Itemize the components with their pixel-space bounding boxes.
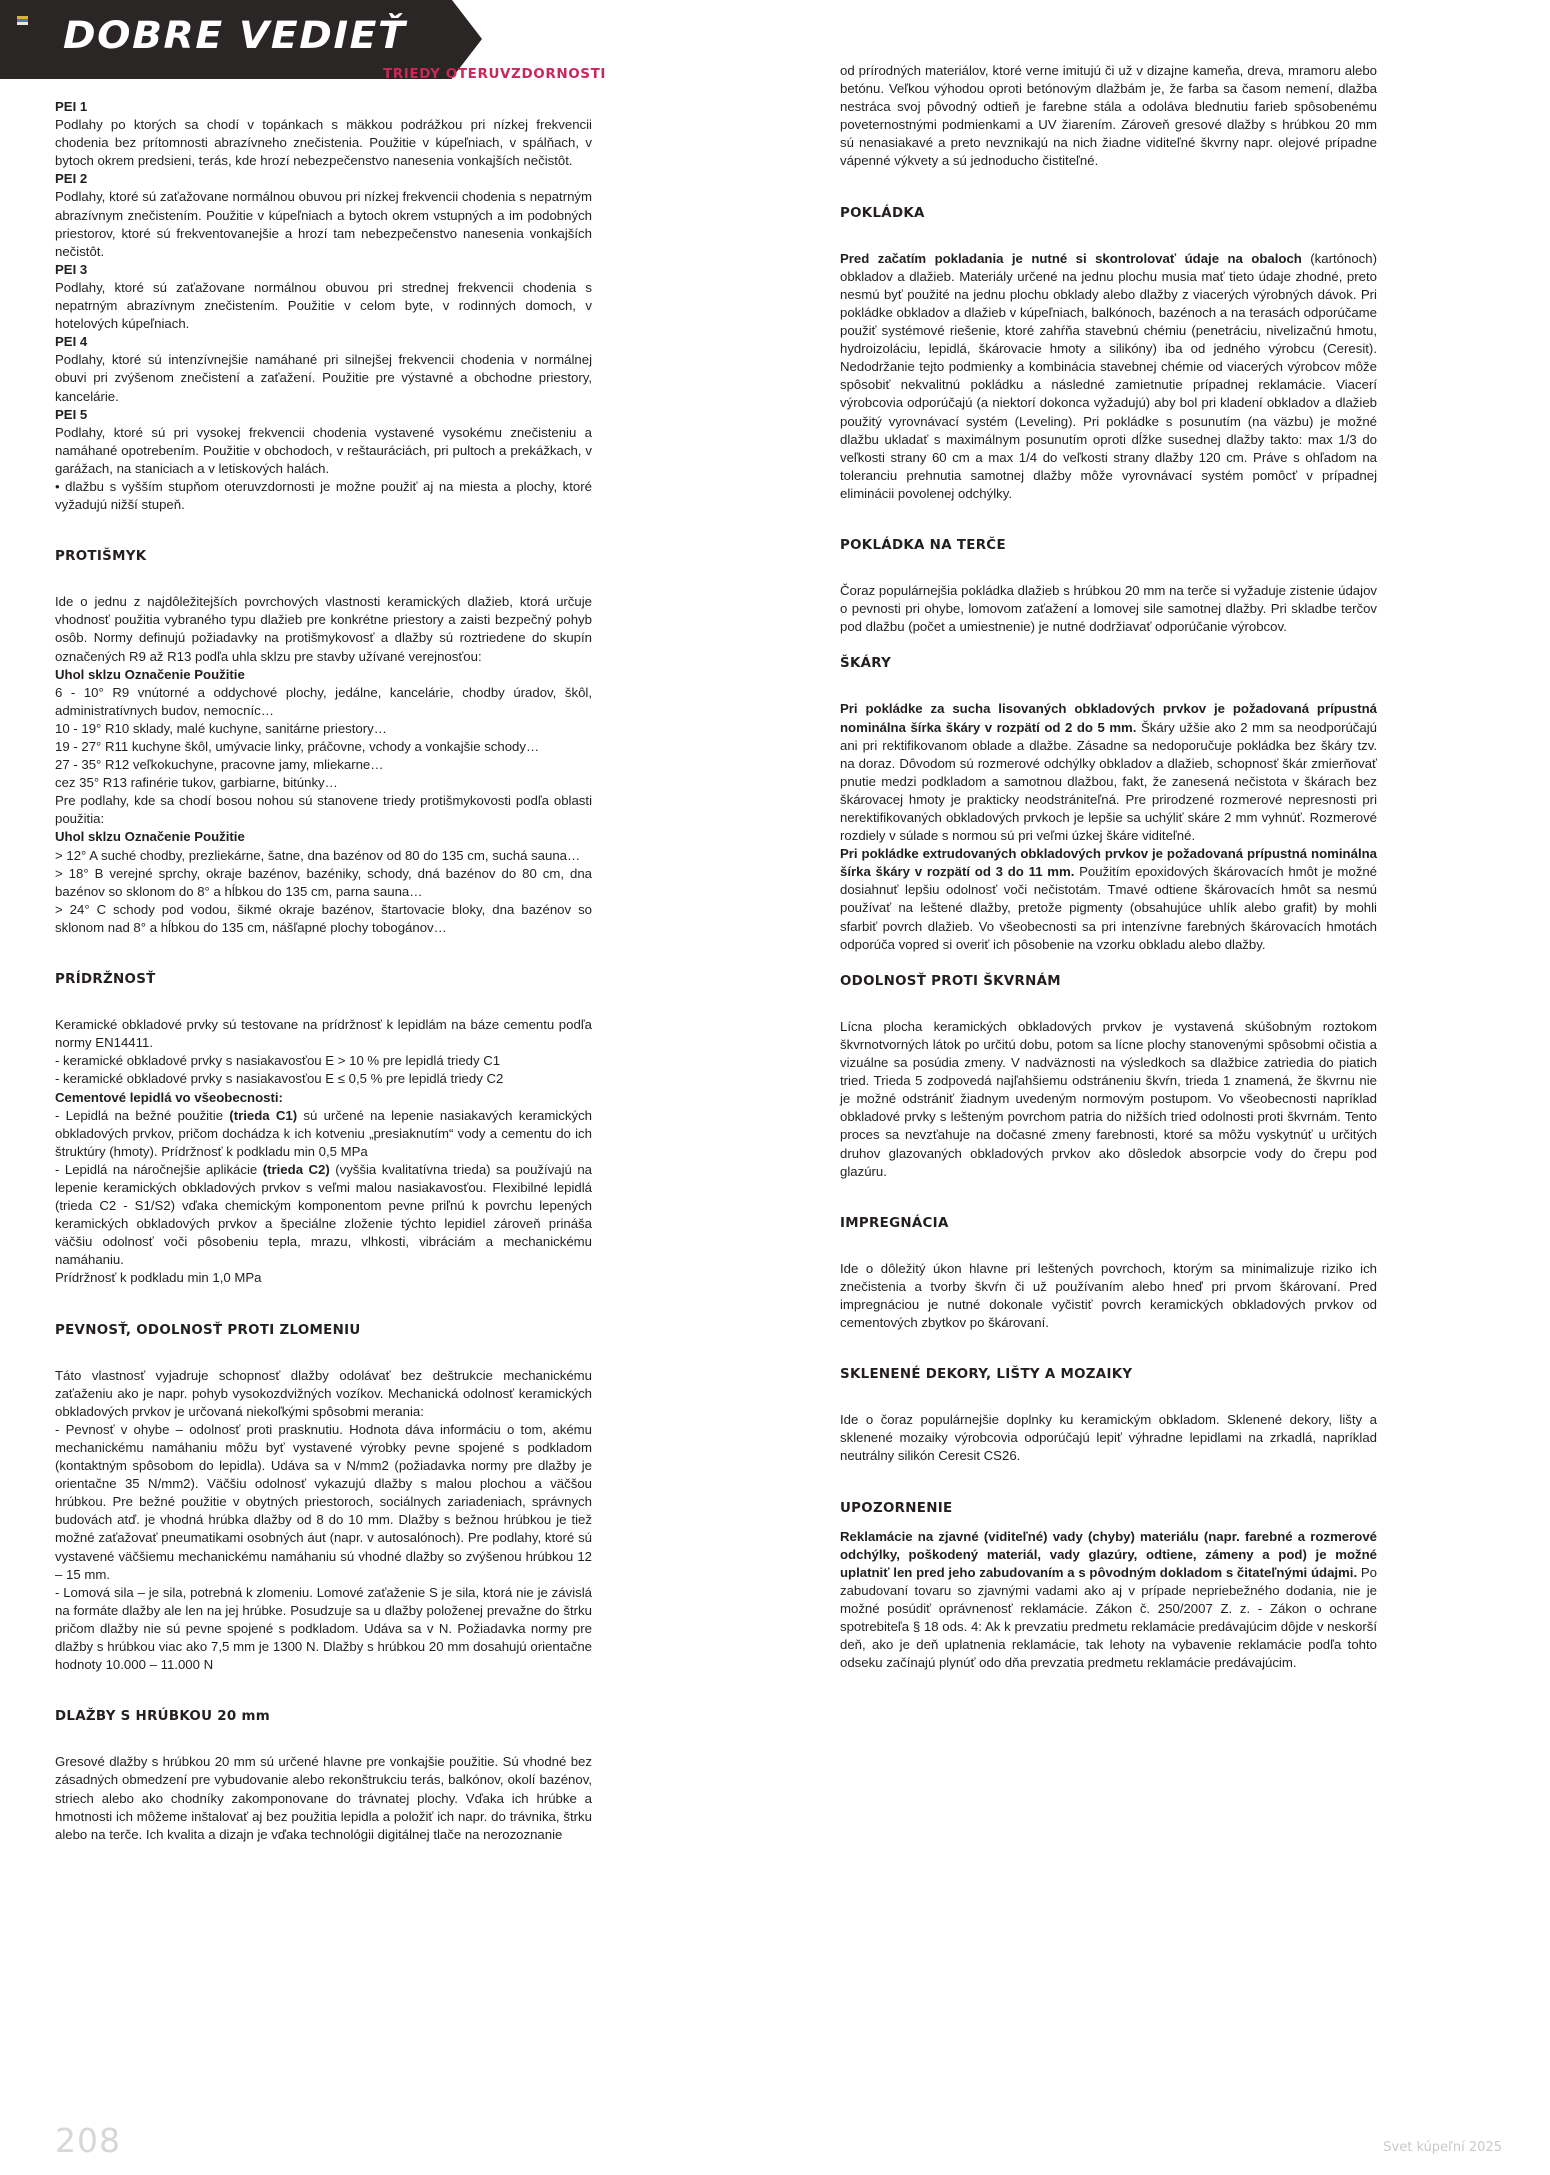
protismyk-table1-row-4: 27 - 35° R12 veľkokuchyne, pracovne jamy, mliekarne… [55, 757, 384, 773]
protismyk-table2-row-3: > 24° C schody pod vodou, šikmé okraje bazénov, štartovacie bloky, dna bazénov so sklonom nad 8° a hĺbkou do 135 cm, nášľapné plochy tobogánov… [55, 901, 592, 935]
section-heading-triedy-oteruvzdornosti: TRIEDY OTERUVZDORNOSTI [383, 66, 607, 82]
skary-text-2: Použitím epoxidových škárovacích hmôt je možné dosiahnuť lepšiu odolnosť voči nečistotám. Tmavé odtiene škárovacích hmôt sa nesmú používať na leštené dlažby, pretože pigmenty (obsahujúce uhlík alebo grafit) by mohli sfarbiť povrch dlažieb. Vo všeobecnosti sa pri intenzívne farebných škárovacích hmotách odporúča vopred si overiť ich pôsobenie na vzorku obkladu alebo dlažby. [840, 864, 1377, 952]
protismyk-table1-header: Uhol sklzu Označenie Použitie [55, 666, 245, 682]
page-number: 208 [55, 2121, 121, 2160]
skary-paragraph-1 [840, 700, 1377, 845]
protismyk-table2-header: Uhol sklzu Označenie Použitie [55, 829, 245, 845]
section-heading-upozornenie: UPOZORNENIE [840, 1500, 953, 1516]
section-heading-impregnacia: IMPREGNÁCIA [840, 1215, 949, 1231]
c2-pre: - Lepidlá na náročnejšie aplikácie [55, 1161, 263, 1177]
dlazby-20mm-text: Gresové dlažby s hrúbkou 20 mm sú určené hlavne pre vonkajšie použitie. Sú vhodné bez zásadných obmedzení pre vybudovanie alebo rekonštrukciu terás, balkónov, okolí bazénov, striech alebo ako chodníky zakomponovane do trávnatej plochy. Vďaka ich hrúbke a hmotnosti ich môžeme inštalovať aj bez použitia lepidla a položiť ich napr. do trávnika, štrku alebo na terče. Ich kvalita a dizajn je vďaka technológii digitálnej tlače na nerozoznanie [55, 1754, 592, 1842]
section-heading-sklenene-dekory: SKLENENÉ DEKORY, LIŠTY A MOZAIKY [840, 1367, 1133, 1383]
pei-note: • dlažbu s vyšším stupňom oteruvzdornosti je možne použiť aj na miesta a plochy, ktoré vyžadujú nižší stupeň. [55, 478, 592, 513]
c1-pre: - Lepidlá na bežné použitie [55, 1107, 230, 1123]
odolnost-proti-skvrnam-text: Lícna plocha keramických obkladových prvkov je vystavená skúšobným roztokom škvrnotvorných látok po určitú dobu, potom sa lícne plochy stanovenými spôsobmi očistia a vizuálne sa posúdia zmeny. V nadväznosti na výsledkoch sa dlažbice zatriedia do piatich tried. Trieda 5 zodpovedá najľahšiemu odstráneniu škvŕn, trieda 1 znamená, že škvrnu nie je možné odstrániť žiadnym uvedeným normovým postupom. Vo všeobecnosti napríklad obkladové prvky s lešteným povrchom patria do nižších tried odolnosti proti škvrnám. Tento proces sa nevzťahuje na dočasné zmeny farebnosti, ktoré sa môžu vyskytnúť u určitých druhov glazovaných obkladových prvkov ako dôsledok absorpcie vody do črepu pod glazúru. [840, 1018, 1377, 1179]
right-column [840, 62, 1377, 1672]
pei-3-label: PEI 3 [55, 261, 88, 277]
pei-2-label: PEI 2 [55, 171, 88, 187]
skary-text-1: Škáry užšie ako 2 mm sa neodporúčajú ani pri rektifikovanom oblade a dlažbe. Zásadne sa nedoporučuje pokládka bez škáry tzv. na doraz. Dôvodom sú rozmerové odchýlky obkladov a dlažieb, schopnosť škár zmierňovať pnutie medzi podkladom a samotnou dlažbou, fakt, že zanesená nečistota v škárach bez škárovacej hmoty je prakticky neodstrániteľná. Pre prirodzené rozmerové nepresnosti pri nerektifikovaných obkladových prvkoch je lepšie sa uchýliť skáre 2 mm vyhnúť. Rozmerové rozdiely v súlade s normou sú pri veľmi úzkej škáre viditeľné. [840, 719, 1377, 844]
c1-post: sú určené na lepenie nasiakavých keramických obkladových prvkov, pričom dochádza k ich kotveniu „presiaknutím“ vody a cementu do ich štruktúry (hmoty). Prídržnosť k podkladu min 0,5 MPa [55, 1107, 593, 1159]
pei-4-label: PEI 4 [55, 334, 88, 350]
pridrznost-sub-heading: Cementové lepidlá vo všeobecnosti: [55, 1089, 283, 1105]
c1-bold: (trieda C1) [229, 1107, 298, 1123]
pridrznost-bullet-2: - keramické obkladové prvky s nasiakavosťou E ≤ 0,5 % pre lepidlá triedy C2 [55, 1071, 504, 1087]
impregnacia-text: Ide o dôležitý úkon hlavne pri leštených povrchoch, ktorým sa minimalizuje riziko ich znečistenia a tvorby škvŕn či už používaním alebo hneď pri prvom škárovaní. Pred impregnáciou je nutné dokonale vyčistiť povrch keramických obkladových prvkov od cementových zbytkov po škárovaní. [840, 1260, 1377, 1331]
protismyk-table1-row-5: cez 35° R13 rafinérie tukov, garbiarne, bitúnky… [55, 775, 338, 791]
pei-4-text: Podlahy, ktoré sú intenzívnejšie namáhané pri silnejšej frekvencii chodenia v normálnej obuvi pri zvýšenom znečistení a zaťažení. Použitie pre výstavné a obchodne priestory, kancelárie. [55, 352, 592, 404]
pevnost-p3: - Lomová sila – je sila, potrebná k zlomeniu. Lomové zaťaženie S je sila, ktorá nie je závislá na formáte dlažby ale len na jej hrúbke. Posudzuje sa u dlažby položenej prevažne do štrku pričom dlažby nie sú pevne spojené s podkladom. Udáva sa v N. Požiadavka normy pre dlažby s hrúbkou viac ako 7,5 mm je 1300 N. Dlažby s hrúbkou 20 mm dosahujú orientačne hodnoty 10.000 – 11.000 N [55, 1584, 592, 1673]
upozornenie-body: Po zabudovaní tovaru so zjavnými vadami ako aj v prípade nepriebežného dodania, nie je možné posúdiť oprávnenosť reklamácie. Zákon č. 250/2007 Z. z. - Zákon o ochrane spotrebiteľa § 18 ods. 4: Ak k prevzatiu predmetu reklamácie predávajúcim dôjde v neskorší deň, ako je deň uplatnenia reklamácie, tak lehoty na vybavenie reklamácie podľa tohto odseku začínajú plynúť odo dňa prevzatia predmetu reklamácie predávajúcim. [840, 1564, 1377, 1671]
pokladka-na-terce-text: Čoraz populárnejšia pokládka dlažieb s hrúbkou 20 mm na terče si vyžaduje zistenie údajov o pevnosti pri ohybe, lomovom zaťažení a lomovej sile samotnej dlažby. Pri skladbe terčov pod dlažbu (počet a umiestnenie) je nutné dodržiavať odporúčanie výrobcov. [840, 583, 1377, 635]
pevnost-p2: - Pevnosť v ohybe – odolnosť proti prasknutiu. Hodnota dáva informáciu o tom, akému mechanickému namáhaniu môžu byť vystavené výrobky pevne spojené s podkladom (kontaktným spôsobom do lepidla). Udáva sa v N/mm2 (požiadavka normy pre dlažby je orientačne 35 N/mm2). Väčšiu odolnosť vykazujú dlažby s malou plochou a väčšou hrúbkou. Pre bežné použitie v obytných priestoroch, sociálnych zariadeniach, správnych budovách atď. je vhodná hrúbka dlažby od 8 do 10 mm. Dlažby s bežnou hrúbkou je tiež možné zaťažovať pneumatikami osobných áut (napr. v autosalónoch). Pre podlahy, ktoré sú vystavené väčšiemu mechanickému namáhaniu sú vhodné dlažby so zvýšenou hrúbkou 12 – 15 mm. [55, 1421, 592, 1582]
pei-2-text: Podlahy, ktoré sú zaťažovane normálnou obuvou pri nízkej frekvencii chodenia s nepatrným abrazívnym znečistením. Použitie v kúpeľniach a bytoch okrem vstupných a im podobných priestorov, ktoré sú frekventovanejšie a hrozí tam nebezpečenstvo nanesenia vonkajších nečistôt. [55, 189, 592, 259]
pridrznost-c1 [55, 1107, 592, 1161]
pokladka-bold-lead: Pred začatím pokladania je nutné si skontrolovať údaje na obaloch [840, 250, 1302, 266]
pei-3-text: Podlahy, ktoré sú zaťažovane normálnou obuvou pri strednej frekvencii chodenia s nepatrným abrazívnym znečistením. Použitie v celom byte, v rodinných domoch, v hotelových kúpeľniach. [55, 279, 592, 332]
pridrznost-p1: Keramické obkladové prvky sú testovane na prídržnosť k lepidlám na báze cementu podľa normy EN14411. [55, 1017, 592, 1051]
pei-5-text: Podlahy, ktoré sú pri vysokej frekvencii chodenia vystavené vysokému znečisteniu a namáhané opotrebením. Použitie v obchodoch, v reštauráciách, pri pultoch a prekážkach, v garážach, na staniciach a v letiskových halách. [55, 424, 592, 476]
section-heading-pokladka-na-terce: POKLÁDKA NA TERČE [840, 537, 1006, 553]
pridrznost-c2 [55, 1161, 592, 1270]
continuation-text: od prírodných materiálov, ktoré verne imitujú či už v dizajne kameňa, dreva, mramoru alebo betónu. Veľkou výhodou oproti betónovým dlažbám je, že farba sa časom nemení, dlažba nestráca svoj pôvodný odtieň je farebne stála a odoláva blednutiu farieb spôsobenému poveternostnými podmienkami a UV žiarením. Zároveň gresové dlažby s hrúbkou 20 mm sú nenasiakavé a preto nevznikajú na nich žiadne viditeľné škvrny napr. olejové prípadne vápenné výkvety a sú jednoducho čistiteľné. [840, 63, 1377, 169]
section-heading-skary: ŠKÁRY [840, 656, 892, 672]
publication-label: Svet kúpeľní 2025 [1383, 2140, 1502, 2155]
page-title: DOBRE VEDIEŤ [63, 14, 407, 57]
section-heading-pevnost: PEVNOSŤ, ODOLNOSŤ PROTI ZLOMENIU [55, 1322, 361, 1338]
protismyk-table1-row-1: 6 - 10° R9 vnútorné a oddychové plochy, jedálne, kancelárie, chodby úradov, škôl, administratívnych budov, nemocníc… [55, 684, 592, 718]
protismyk-barefoot-intro: Pre podlahy, kde sa chodí bosou nohou sú stanovene triedy protišmykovosti podľa oblasti použitia: [55, 793, 592, 827]
protismyk-table1-row-2: 10 - 19° R10 sklady, malé kuchyne, sanitárne priestory… [55, 720, 387, 736]
pevnost-p1: Táto vlastnosť vyjadruje schopnosť dlažby odolávať bez deštrukcie mechanickému zaťaženiu ako je napr. pohyb vysokozdvižných vozíkov. Mechanická odolnosť keramických obkladových prvkov je určovaná niekoľkými spôsobmi merania: [55, 1367, 592, 1419]
upozornenie-text [840, 1528, 1377, 1673]
pei-1-text: Podlahy po ktorých sa chodí v topánkach s mäkkou podrážkou pri nízkej frekvencii chodenia bez prítomnosti abrazívneho znečistenia. Použitie v kúpeľniach, v spálňach, v bytoch okrem predsieni, terás, kde hrozí nebezpečenstvo nanesenia vonkajších nečistôt. [55, 117, 592, 169]
pei-5-label: PEI 5 [55, 406, 88, 422]
pei-1-label: PEI 1 [55, 99, 88, 114]
skary-bold-2: Pri pokládke extrudovaných obkladových prvkov je požadovaná prípustná nominálna šírka škáry v rozpätí od 3 do 11 mm. [840, 846, 1377, 880]
section-heading-odolnost-proti-skvrnam: ODOLNOSŤ PROTI ŠKVRNÁM [840, 973, 1061, 989]
c2-post: (vyššia kvalitatívna trieda) sa používajú na lepenie keramických obkladových prvkov s veľmi malou nasiakavosťou. Flexibilné lepidlá (trieda C2 - S1/S2) vďaka chemickým komponentom pevne priľnú k povrchu lepených keramických obkladových prvkov a špeciálne zloženie týchto lepidiel zároveň prináša väčšiu odolnosť voči pôsobeniu tepla, mrazu, vlhkosti, vibráciám a mechanickému namáhaniu. [55, 1161, 593, 1268]
protismyk-table2-row-2: > 18° B verejné sprchy, okraje bazénov, bazéniky, schody, dná bazénov do 80 cm, dna bazénov so sklonom do 8° a hĺbkou do 135 cm, parna sauna… [55, 865, 592, 899]
pokladka-text [840, 250, 1377, 503]
left-column [55, 98, 592, 1844]
section-heading-pokladka: POKLÁDKA [840, 205, 925, 221]
section-heading-dlazby-20mm: DLAŽBY S HRÚBKOU 20 mm [55, 1709, 270, 1725]
skary-paragraph-2 [840, 845, 1377, 954]
c2-bold: (trieda C2) [262, 1161, 330, 1177]
section-heading-protismyk: PROTIŠMYK [55, 549, 147, 565]
protismyk-intro: Ide o jednu z najdôležitejších povrchových vlastnosti keramických dlažieb, ktorá určuje vhodnosť použitia vybraného typu dlažieb pre konkrétne priestory a zaisti bezpečný pohyb osôb. Normy definujú požiadavky na protišmykovosť a dlažby sú roztriedene do skupín označených R9 až R13 podľa uhla sklzu pre stavby užívané verejnosťou: [55, 594, 592, 664]
flag-icon [17, 16, 28, 25]
pokladka-body: (kartónoch) obkladov a dlažieb. Materiály určené na jednu plochu musia mať tieto údaje zhodné, preto nesmú byť použité na jednu plochu obklady alebo dlažby z viacerých výrobných dávok. Pri pokládke obkladov a dlažieb v kúpeľniach, balkónoch, bazénoch a na terasách odporúčame použiť systémové riešenie, ktoré zahŕňa stavebnú chémiu (penetráciu, nivelizačnú hmotu, hydroizoláciu, lepidlá, škárovacie hmoty a silikóny) iba od jedného výrobcu (Ceresit). Nedodržanie tejto podmienky a kombinácia stavebnej chémie od viacerých výrobcov môže spôsobiť nekvalitnú pokládku a následné zamietnutie prípadnej reklamácie. Viacerí výrobcovia odporúčajú (a niektorí dokonca vyžadujú) aby bol pri kladení obkladov a dlažieb použitý vyrovnávací systém (Leveling). Pri pokládke s posunutím (na väzbu) je možné dlažbu ukladať s maximálnym posunutím oproti dĺžke susednej dlažby takto: max 1/3 do veľkosti strany 60 cm a max 1/4 do veľkosti strany dlažby 120 cm. Práve s ohľadom na toleranciu prehnutia samotnej dlažby môže vyrovnávací systém pomôcť v prípadnej eliminácii povolenej odchýlky. [840, 250, 1377, 501]
pridrznost-bullet-1: - keramické obkladové prvky s nasiakavosťou E > 10 % pre lepidlá triedy C1 [55, 1053, 501, 1069]
section-heading-pridrznost: PRÍDRŽNOSŤ [55, 972, 156, 988]
sklenene-dekory-text: Ide o čoraz populárnejšie doplnky ku keramickým obkladom. Sklenené dekory, lišty a sklenené mozaiky výrobcovia odporúčajú lepiť výhradne lepidlami na zrkadlá, napríklad neutrálny silikón Ceresit CS26. [840, 1412, 1377, 1464]
protismyk-table1-row-3: 19 - 27° R11 kuchyne škôl, umývacie linky, práčovne, vchody a vonkajšie schody… [55, 739, 540, 754]
protismyk-table2-row-1: > 12° A suché chodby, prezliekárne, šatne, dna bazénov od 80 do 135 cm, suchá sauna… [55, 847, 581, 863]
skary-bold-1: Pri pokládke za sucha lisovaných obkladových prvkov je požadovaná prípustná nominálna šírka škáry v rozpätí od 2 do 5 mm. [840, 701, 1377, 735]
pridrznost-last: Prídržnosť k podkladu min 1,0 MPa [55, 1270, 262, 1286]
upozornenie-bold-lead: Reklamácie na zjavné (viditeľné) vady (chyby) materiálu (napr. farebné a rozmerové odchýlky, poškodený materiál, vady glazúry, odtiene, zámeny a pod) je možné uplatniť len pred jeho zabudovaním a s pôvodným dokladom s čitateľnými údajmi. [840, 1528, 1377, 1580]
